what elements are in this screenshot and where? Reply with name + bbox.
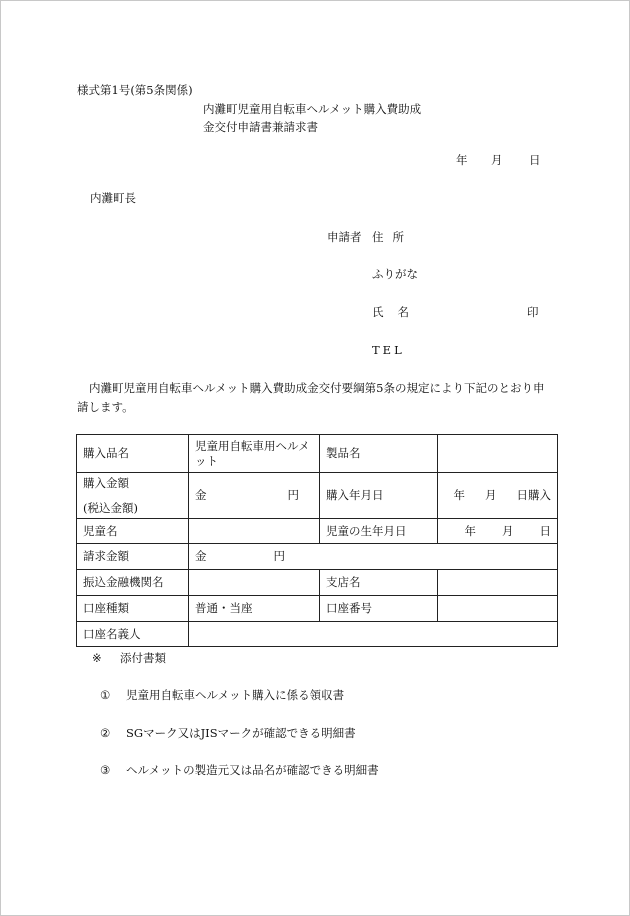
- child-name-field[interactable]: [189, 519, 320, 544]
- table-row: [77, 622, 558, 647]
- product-name-field[interactable]: [438, 435, 558, 473]
- attachment-number: ①: [100, 688, 111, 702]
- branch-name-field[interactable]: [438, 570, 558, 596]
- form-number: 様式第1号(第5条関係): [77, 83, 193, 97]
- child-birthdate-label: 児童の生年月日: [320, 519, 438, 544]
- document-title-line2: 金交付申請書兼請求書: [203, 120, 318, 134]
- account-number-label: 口座番号: [320, 596, 438, 622]
- attachment-text: ヘルメットの製造元又は品名が確認できる明細書: [126, 763, 379, 777]
- birth-year-label: 年: [464, 523, 476, 538]
- product-name-label: 製品名: [320, 435, 438, 473]
- table-row: [77, 570, 558, 596]
- attachment-item: [100, 727, 356, 741]
- attachments-heading: [92, 652, 166, 666]
- birth-day-label: 日: [539, 523, 551, 538]
- attachments-heading-text: 添付書類: [120, 651, 166, 665]
- item-name-value: 児童用自転車用ヘルメット: [189, 435, 320, 473]
- applicant-furigana-label: ふりがな: [372, 267, 418, 281]
- attachment-text: SGマーク又はJISマークが確認できる明細書: [126, 726, 356, 740]
- date-day-label: 日: [529, 153, 541, 167]
- bank-name-field[interactable]: [189, 570, 320, 596]
- purchase-price-label-cell: [77, 473, 189, 519]
- application-statement: 内灘町児童用自転車ヘルメット購入費助成金交付要綱第5条の規定により下記のとおり申請します。: [77, 381, 545, 414]
- application-table: [76, 434, 558, 647]
- purchase-price-field[interactable]: [189, 473, 320, 519]
- table-row: [77, 596, 558, 622]
- applicant-name-label: 氏名: [372, 305, 423, 319]
- purchase-date-label: 購入年月日: [320, 473, 438, 519]
- document-title-line1: 内灘町児童用自転車ヘルメット購入費助成: [203, 102, 422, 116]
- price-yen-label: 円: [287, 488, 299, 503]
- date-month-label: 月: [491, 153, 503, 167]
- table-row: [77, 473, 558, 519]
- attachment-number: ③: [100, 763, 111, 777]
- child-birthdate-field[interactable]: [438, 519, 558, 544]
- account-type-value[interactable]: 普通・当座: [189, 596, 320, 622]
- item-name-label: 購入品名: [77, 435, 189, 473]
- tax-included-label: (税込金額): [83, 500, 138, 515]
- purchase-year-label: 年: [453, 488, 465, 503]
- purchase-month-label: 月: [485, 488, 497, 503]
- account-number-field[interactable]: [438, 596, 558, 622]
- claim-yen-label: 円: [273, 549, 285, 564]
- account-type-label: 口座種類: [77, 596, 189, 622]
- purchase-price-label: 購入金額: [83, 475, 129, 490]
- child-name-label: 児童名: [77, 519, 189, 544]
- purchase-date-field[interactable]: [438, 473, 558, 519]
- bank-name-label: 振込金融機関名: [77, 570, 189, 596]
- account-holder-label: 口座名義人: [77, 622, 189, 647]
- claim-amount-field[interactable]: [189, 544, 558, 570]
- purchase-day-label: 日購入: [516, 488, 551, 503]
- branch-name-label: 支店名: [320, 570, 438, 596]
- table-row: [77, 519, 558, 544]
- attachment-number: ②: [100, 726, 111, 740]
- applicant-label: 申請者: [327, 230, 362, 244]
- date-year-label: 年: [456, 153, 468, 167]
- claim-amount-label: 請求金額: [77, 544, 189, 570]
- attachment-text: 児童用自転車ヘルメット購入に係る領収書: [126, 688, 345, 702]
- seal-label: 印: [527, 305, 539, 319]
- attachment-item: [100, 764, 379, 778]
- reference-mark: ※: [92, 651, 102, 665]
- addressee: 内灘町長: [90, 191, 136, 205]
- claim-kin-label: 金: [195, 549, 207, 564]
- applicant-address-label: 住所: [372, 230, 413, 244]
- table-row: [77, 435, 558, 473]
- applicant-tel-label: TEL: [372, 343, 405, 357]
- table-row: [77, 544, 558, 570]
- birth-month-label: 月: [502, 523, 514, 538]
- attachment-item: [100, 689, 344, 703]
- price-kin-label: 金: [195, 488, 207, 503]
- account-holder-field[interactable]: [189, 622, 558, 647]
